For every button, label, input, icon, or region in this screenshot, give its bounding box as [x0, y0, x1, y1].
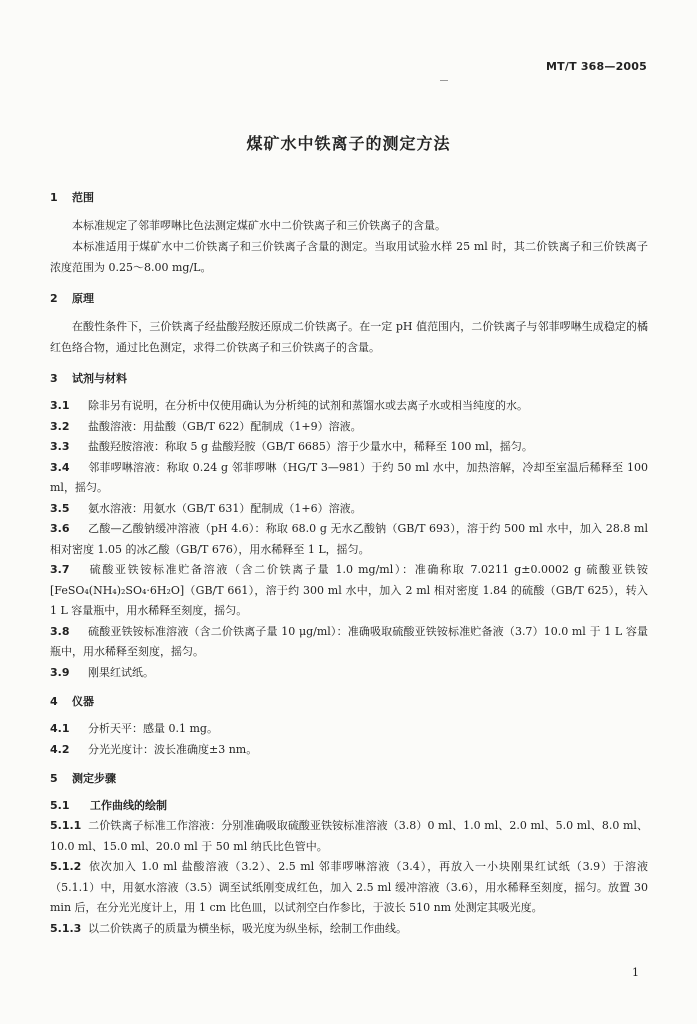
subsection-number: 5.1 [50, 799, 70, 812]
clause-text: 盐酸溶液：用盐酸（GB/T 622）配制成（1+9）溶液。 [88, 419, 362, 433]
clause-item [50, 519, 648, 560]
clause-item [50, 857, 648, 919]
section-title: 试剂与材料 [72, 372, 127, 385]
page-number: 1 [632, 966, 639, 979]
clause-number: 4.1 [50, 722, 70, 735]
section-heading-apparatus [50, 693, 648, 711]
clause-number: 5.1.1 [50, 819, 82, 832]
clause-text: 除非另有说明，在分析中仅使用确认为分析纯的试剂和蒸馏水或去离子水或相当纯度的水。 [88, 399, 528, 412]
clause-number: 3.5 [50, 501, 70, 515]
clause-item [50, 719, 648, 740]
clause-text: 氨水溶液：用氨水（GB/T 631）配制成（1+6）溶液。 [88, 501, 362, 515]
clause-text: 分析天平：感量 0.1 mg。 [88, 722, 218, 735]
section-number: 3 [50, 372, 58, 385]
clause-text: 乙酸—乙酸钠缓冲溶液（pH 4.6）：称取 68.0 g 无水乙酸钠（GB/T 693），溶于约 500 ml 水中，加入 28.8 ml 相对密度 1.05 的冰乙酸（GB/T 676），用水稀释至 1 L，摇匀。 [50, 522, 648, 556]
section-number: 2 [50, 292, 58, 305]
clause-item [50, 663, 648, 684]
section-number: 1 [50, 191, 58, 204]
clause-number: 5.1.2 [50, 860, 82, 873]
section-heading-procedure [50, 770, 648, 788]
subsection-heading [50, 796, 648, 816]
clause-item [50, 740, 648, 761]
clause-text: 依次加入 1.0 ml 盐酸溶液（3.2）、2.5 ml 邻菲啰啉溶液（3.4），再放入一小块刚果红试纸（3.9）于溶液（5.1.1）中，用氨水溶液（3.5）调至试纸刚变成红色，加入 2.5 ml 缓冲溶液（3.6），用水稀释至刻度，摇匀。放置 30 min 后，在分光光度计上，用 1 cm 比色皿，以试剂空白作参比，于波长 510 nm 处测定其吸光度。 [50, 860, 648, 914]
clause-number: 4.2 [50, 742, 70, 756]
clause-item [50, 458, 648, 499]
paragraph: 在酸性条件下，三价铁离子经盐酸羟胺还原成二价铁离子。在一定 pH 值范围内，二价铁离子与邻菲啰啉生成稳定的橘红色络合物，通过比色测定，求得二价铁离子和三价铁离子的含量。 [50, 320, 648, 354]
clause-item [50, 396, 648, 417]
clause-number: 3.4 [50, 460, 70, 474]
clause-item [50, 816, 648, 857]
clause-number: 3.9 [50, 665, 70, 679]
clause-number: 3.2 [50, 419, 70, 433]
clause-text: 硫酸亚铁铵标准贮备溶液（含二价铁离子量 1.0 mg/ml）：准确称取 7.0211 g±0.0002 g 硫酸亚铁铵[FeSO₄(NH₄)₂SO₄·6H₂O]（GB/T 661），溶于约 300 ml 水中，加入 2 ml 相对密度 1.84 的硫酸（GB/T 625），转入 1 L 容量瓶中，用水稀释至刻度，摇匀。 [50, 563, 648, 617]
clause-number: 3.6 [50, 522, 70, 535]
clause-number: 3.1 [50, 399, 70, 412]
section-title: 原理 [72, 292, 94, 305]
section-number: 4 [50, 695, 58, 708]
header-mark [440, 80, 448, 81]
clause-item [50, 622, 648, 663]
clause-number: 3.3 [50, 440, 70, 453]
clause-text: 分光光度计：波长准确度±3 nm。 [88, 742, 258, 756]
paragraph: 本标准适用于煤矿水中二价铁离子和三价铁离子含量的测定。当取用试验水样 25 ml 时，其二价铁离子和三价铁离子浓度范围为 0.25～8.00 mg/L。 [50, 240, 648, 274]
clause-item [50, 919, 648, 940]
section-heading-scope [50, 189, 648, 207]
section-title: 仪器 [72, 695, 94, 708]
paragraph: 本标准规定了邻菲啰啉比色法测定煤矿水中二价铁离子和三价铁离子的含量。 [72, 219, 446, 232]
clause-text: 邻菲啰啉溶液：称取 0.24 g 邻菲啰啉（HG/T 3—981）于约 50 ml 水中，加热溶解，冷却至室温后稀释至 100 ml，摇匀。 [50, 460, 648, 494]
section-heading-principle [50, 290, 648, 308]
standard-number: MT/T 368—2005 [546, 60, 647, 73]
subsection-title: 工作曲线的绘制 [90, 799, 167, 812]
clause-number: 5.1.3 [50, 921, 82, 935]
clause-item [50, 437, 648, 458]
document-body [50, 189, 648, 939]
clause-number: 3.7 [50, 563, 70, 576]
clause-text: 以二价铁离子的质量为横坐标，吸光度为纵坐标，绘制工作曲线。 [88, 921, 407, 935]
section-number: 5 [50, 772, 58, 785]
section-heading-reagents [50, 370, 648, 388]
document-title: 煤矿水中铁离子的测定方法 [246, 134, 451, 153]
clause-text: 硫酸亚铁铵标准溶液（含二价铁离子量 10 μg/ml）：准确吸取硫酸亚铁铵标准贮备液（3.7）10.0 ml 于 1 L 容量瓶中，用水稀释至刻度，摇匀。 [50, 624, 648, 658]
clause-item [50, 499, 648, 520]
clause-text: 盐酸羟胺溶液：称取 5 g 盐酸羟胺（GB/T 6685）溶于少量水中，稀释至 100 ml，摇匀。 [88, 440, 533, 453]
clause-text: 刚果红试纸。 [88, 665, 154, 679]
section-title: 范围 [72, 191, 94, 204]
clause-item [50, 560, 648, 622]
clause-item [50, 417, 648, 438]
clause-text: 二价铁离子标准工作溶液：分别准确吸取硫酸亚铁铵标准溶液（3.8）0 ml、1.0 ml、2.0 ml、5.0 ml、8.0 ml、10.0 ml、15.0 ml、20.0 ml 于 50 ml 纳氏比色管中。 [50, 819, 648, 853]
section-title: 测定步骤 [72, 772, 116, 785]
clause-number: 3.8 [50, 624, 70, 638]
